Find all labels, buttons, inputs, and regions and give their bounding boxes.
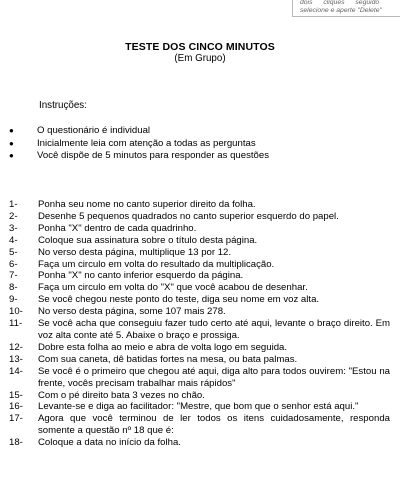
question-number: 15- bbox=[9, 389, 23, 401]
question-number: 1- bbox=[9, 199, 18, 210]
question-number: 9- bbox=[9, 294, 18, 306]
bullet-text: Inicialmente leia com atenção a todas as perguntas bbox=[37, 137, 256, 149]
question-number: 8- bbox=[9, 282, 18, 294]
bullet-item bbox=[0, 125, 269, 138]
bullet-icon: ● bbox=[9, 126, 14, 135]
question-number: 16- bbox=[9, 401, 23, 413]
question-item bbox=[0, 211, 400, 223]
question-number: 4- bbox=[9, 234, 18, 246]
instructions-heading: Instruções: bbox=[39, 100, 87, 111]
question-number: 11- bbox=[9, 318, 23, 330]
question-item bbox=[0, 282, 400, 294]
question-item bbox=[0, 235, 400, 247]
page-title: TESTE DOS CINCO MINUTOS bbox=[125, 41, 275, 53]
question-item bbox=[0, 294, 400, 306]
question-number: 10- bbox=[9, 306, 23, 318]
question-number: 3- bbox=[9, 222, 18, 234]
bullet-text: O questionário é individual bbox=[37, 125, 151, 136]
instruction-bullets bbox=[0, 125, 269, 163]
question-text: Faça um circulo em volta do "X" que você acabou de desenhar. bbox=[38, 282, 308, 294]
question-item bbox=[0, 306, 400, 318]
corner-note-line2: selecione e aperte "Delete" bbox=[300, 6, 382, 14]
bullet-item bbox=[0, 150, 269, 163]
question-item bbox=[0, 247, 400, 259]
bullet-item bbox=[0, 138, 269, 151]
question-item bbox=[0, 437, 400, 449]
question-number: 7- bbox=[9, 270, 18, 282]
question-text: Agora que você terminou de ler todos os itens cuidadosamente, responda somente a questão nº 18 que é: bbox=[38, 413, 390, 437]
question-text: Com o pé direito bata 3 vezes no chão. bbox=[38, 389, 205, 401]
bullet-icon: ● bbox=[9, 151, 14, 161]
question-number: 2- bbox=[9, 210, 18, 222]
corner-note-line1: dois cliques seguido bbox=[300, 0, 380, 6]
question-item bbox=[0, 270, 400, 282]
question-item bbox=[0, 390, 400, 402]
question-number: 17- bbox=[9, 413, 23, 425]
question-number: 18- bbox=[9, 437, 23, 449]
question-item bbox=[0, 413, 400, 437]
question-item bbox=[0, 199, 400, 211]
page-subtitle: (Em Grupo) bbox=[174, 53, 226, 64]
question-number: 6- bbox=[9, 258, 18, 270]
question-item bbox=[0, 354, 400, 366]
question-text: Se você chegou neste ponto do teste, diga seu nome em voz alta. bbox=[38, 294, 320, 306]
question-item bbox=[0, 342, 400, 354]
question-text: Ponha seu nome no canto superior direito da folha. bbox=[38, 199, 256, 210]
question-text: Coloque sua assinatura sobre o título desta página. bbox=[38, 234, 258, 246]
question-list bbox=[0, 199, 400, 449]
corner-note bbox=[292, 0, 400, 17]
bullet-icon: ● bbox=[9, 138, 14, 148]
question-text: No verso desta página, some 107 mais 278. bbox=[38, 306, 226, 318]
question-text: Desenhe 5 pequenos quadrados no canto superior esquerdo do papel. bbox=[38, 210, 339, 222]
question-item bbox=[0, 259, 400, 271]
bullet-text: Você dispõe de 5 minutos para responder as questões bbox=[37, 150, 270, 162]
question-item bbox=[0, 366, 400, 390]
question-text: Coloque a data no início da folha. bbox=[38, 437, 181, 449]
question-text: No verso desta página, multiplique 13 por 12. bbox=[38, 246, 232, 258]
question-item bbox=[0, 223, 400, 235]
question-text: Dobre esta folha ao meio e abra de volta logo em seguida. bbox=[38, 341, 288, 353]
question-text: Ponha "X" no canto inferior esquerdo da página. bbox=[38, 270, 244, 282]
question-text: Ponha "X" dentro de cada quadrinho. bbox=[38, 222, 197, 234]
question-number: 13- bbox=[9, 353, 23, 365]
question-item bbox=[0, 318, 400, 342]
question-number: 12- bbox=[9, 341, 23, 353]
question-item bbox=[0, 401, 400, 413]
question-text: Faça um circulo em volta do resultado da multiplicação. bbox=[38, 258, 275, 270]
question-text: Com sua caneta, dê batidas fortes na mesa, ou bata palmas. bbox=[38, 353, 298, 365]
question-number: 14- bbox=[9, 365, 23, 377]
question-number: 5- bbox=[9, 246, 18, 258]
question-text: Se você é o primeiro que chegou até aqui, diga alto para todos ouvirem: "Estou na frente, vocês precisam trabalhar mais rápidos" bbox=[38, 365, 390, 389]
question-text: Se você acha que conseguiu fazer tudo certo até aqui, levante o braço direito. Em voz alta conte até 5. Abaixe o braço e prossiga. bbox=[38, 318, 390, 341]
question-text: Levante-se e diga ao facilitador: "Mestre, que bom que o senhor está aqui." bbox=[38, 401, 359, 413]
